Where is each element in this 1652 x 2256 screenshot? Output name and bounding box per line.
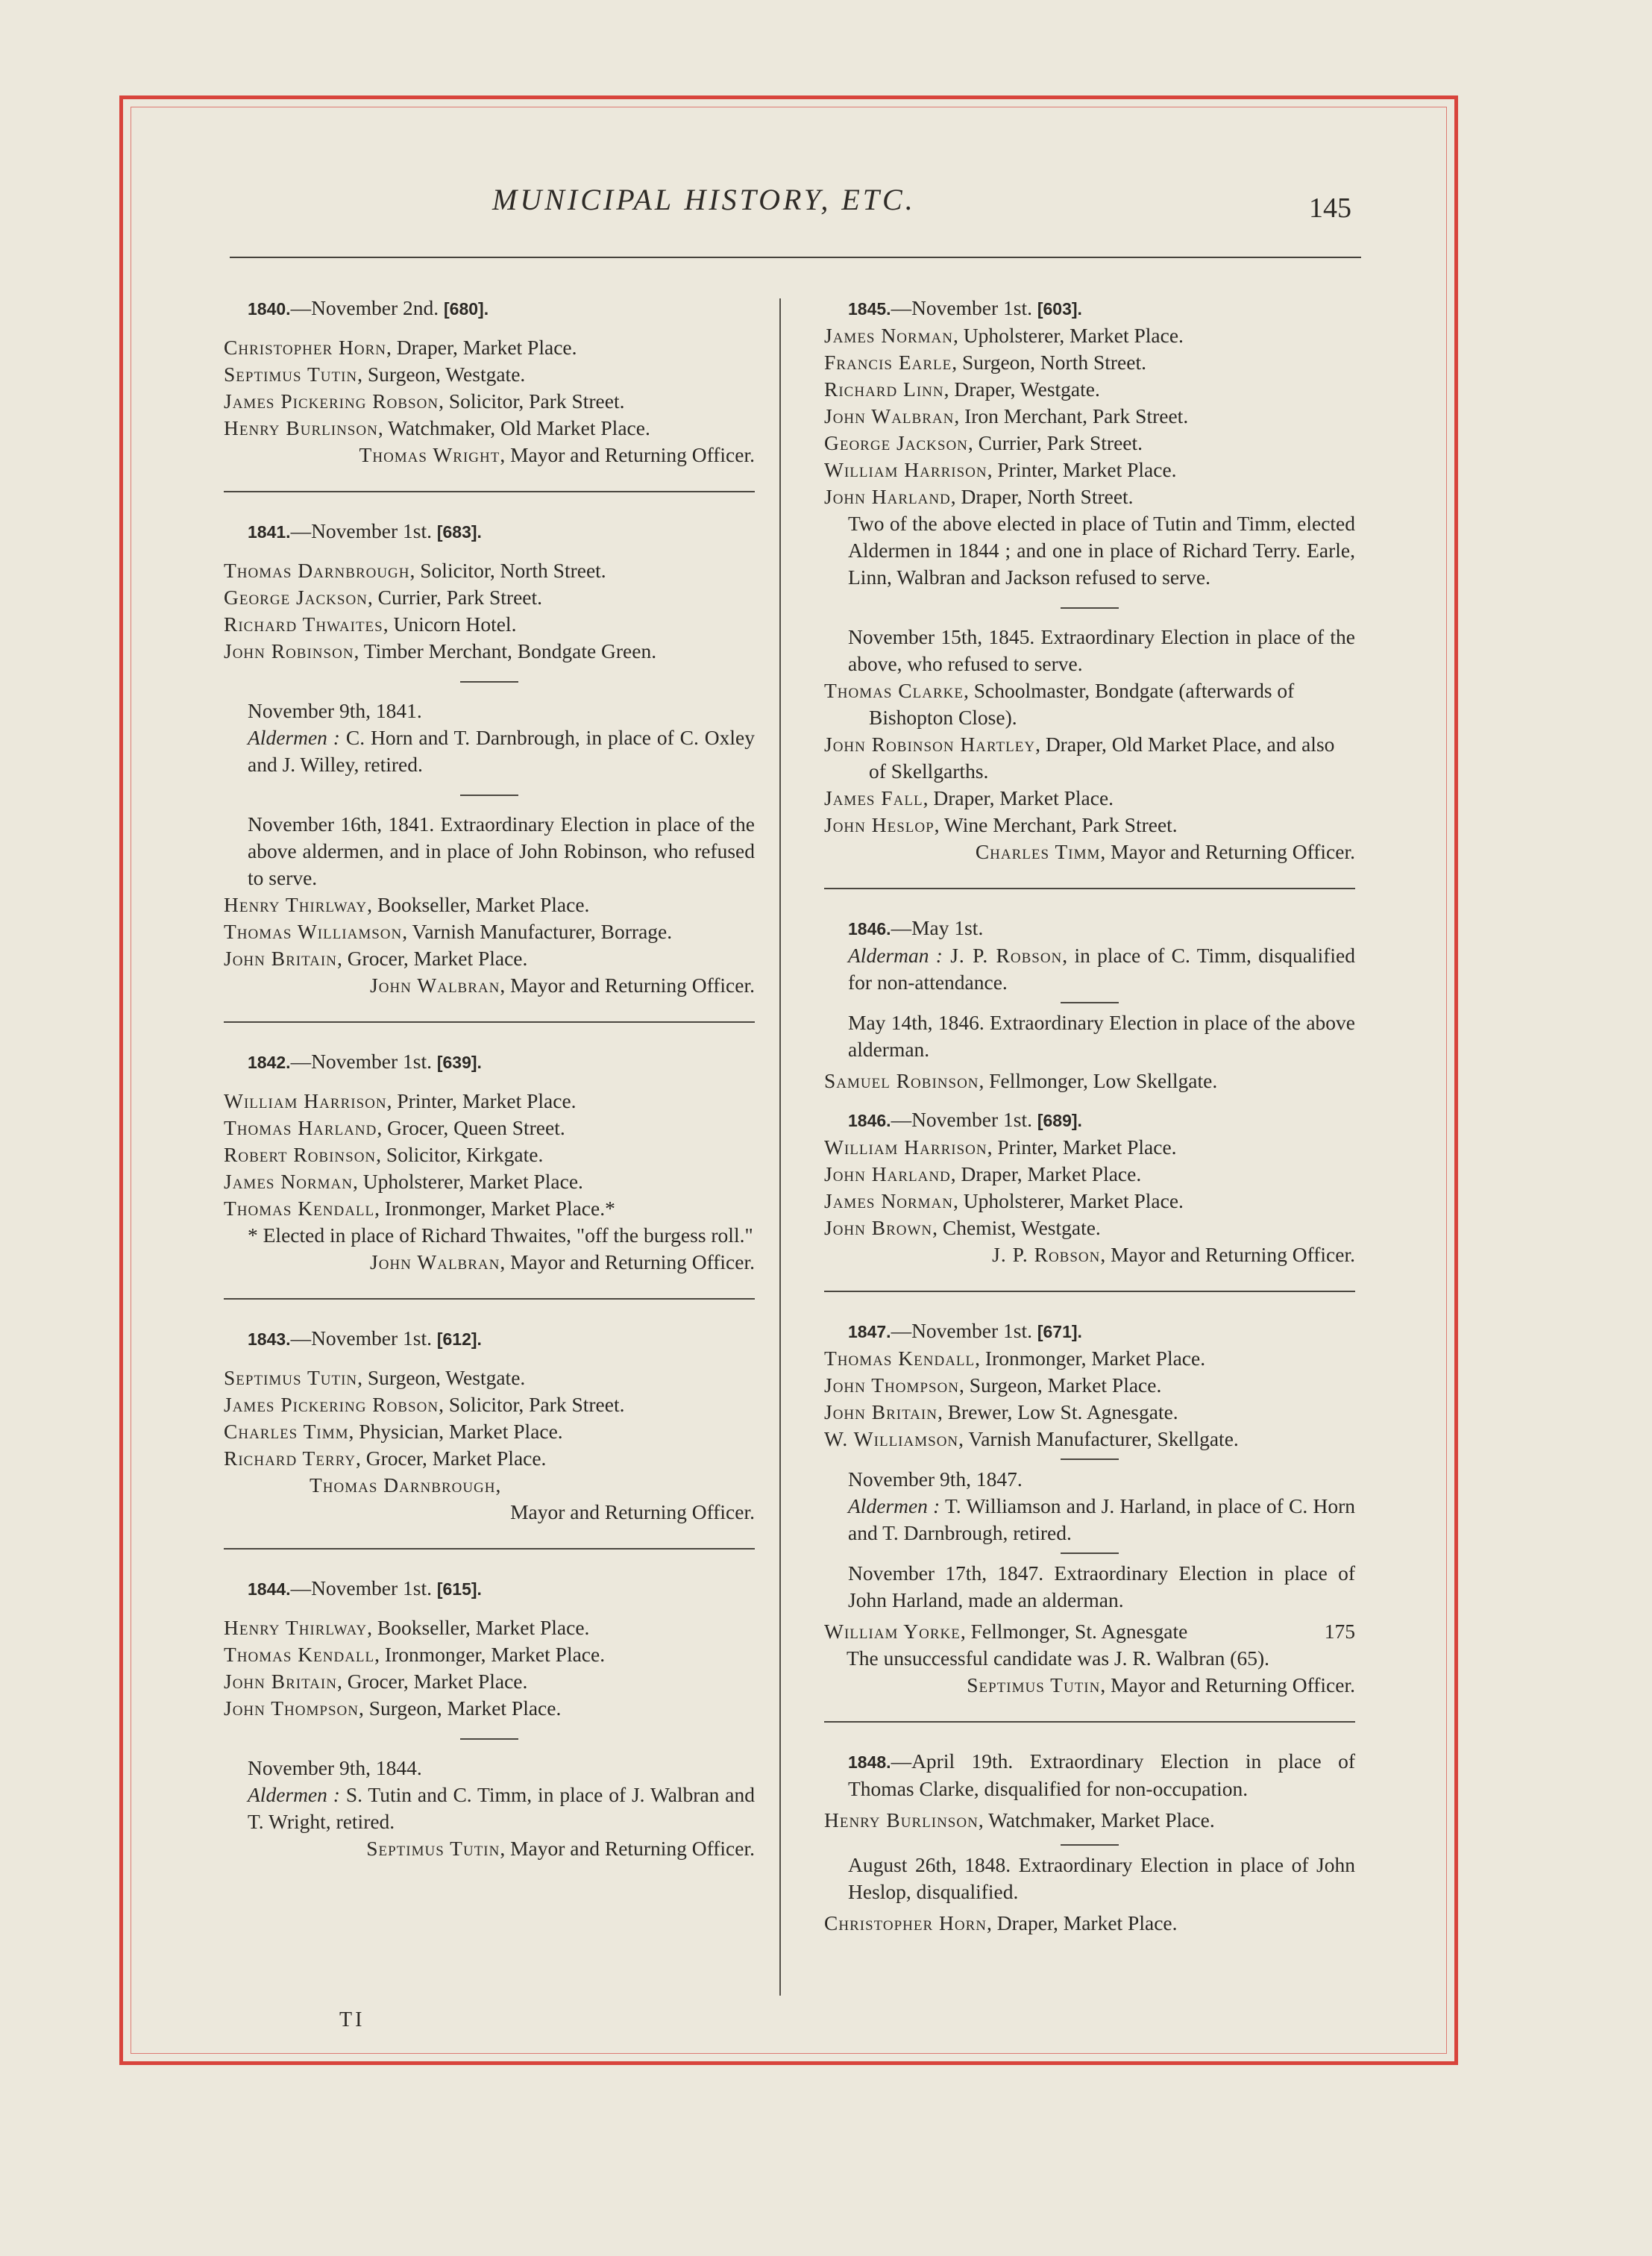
councillor-entry: Richard Terry, Grocer, Market Place. [224, 1447, 547, 1470]
aldermen-note: Aldermen : T. Williamson and J. Harland, in place of C. Horn and T. Darnbrough, retired. [848, 1494, 1355, 1544]
election-heading: 1846.—May 1st. [848, 916, 984, 939]
extraordinary-election-note: November 17th, 1847. Extraordinary Election in place of John Harland, made an alderman. [848, 1561, 1355, 1611]
councillor-entry: John Thompson, Surgeon, Market Place. [224, 1696, 562, 1720]
election-1844 [224, 1575, 755, 1862]
councillor-entry: John Walbran, Iron Merchant, Park Street. [824, 404, 1189, 427]
councillor-entry: William Harrison, Printer, Market Place. [824, 1135, 1177, 1159]
short-rule [460, 795, 518, 796]
short-rule [1061, 1552, 1119, 1554]
councillor-entry: Thomas Kendall, Ironmonger, Market Place. [224, 1643, 606, 1666]
councillor-entry: James Norman, Upholsterer, Market Place. [224, 1170, 583, 1193]
right-column [824, 295, 1355, 1937]
councillor-entry: Samuel Robinson, Fellmonger, Low Skellgate. [824, 1069, 1218, 1092]
councillor-entry: John Robinson Hartley, Draper, Old Market Place, and also of Skellgarths. [824, 733, 1335, 783]
short-rule [1061, 1002, 1119, 1003]
election-1846-november [824, 1106, 1355, 1268]
mayor-signature: Septimus Tutin, Mayor and Returning Officer. [366, 1837, 755, 1860]
aldermen-date: November 9th, 1844. [248, 1756, 422, 1779]
election-1842 [224, 1048, 755, 1276]
councillor-entry: Henry Thirlway, Bookseller, Market Place. [224, 893, 590, 916]
short-rule [1061, 1844, 1119, 1846]
mayor-signature: Septimus Tutin, Mayor and Returning Officer. [967, 1673, 1355, 1696]
councillor-entry: James Norman, Upholsterer, Market Place. [824, 324, 1184, 347]
short-rule [1061, 1458, 1119, 1460]
signature-mark: TI [339, 2008, 365, 2031]
section-rule [824, 1291, 1355, 1292]
short-rule [460, 1738, 518, 1740]
extraordinary-election-note: November 16th, 1841. Extraordinary Election in place of the above aldermen, and in place of John Robinson, who refused to serve. [248, 812, 755, 889]
election-heading: 1844.—November 1st. [615]. [248, 1576, 482, 1599]
councillor-entry: William Yorke, Fellmonger, St. Agnesgate 175 [824, 1618, 1355, 1645]
councillor-entry: James Norman, Upholsterer, Market Place. [824, 1189, 1184, 1212]
councillor-entry: Henry Thirlway, Bookseller, Market Place. [224, 1616, 590, 1639]
section-rule [224, 1298, 755, 1300]
election-1848 [824, 1748, 1355, 1937]
alderman-note: Alderman : J. P. Robson, in place of C. Timm, disqualified for non-attendance. [848, 944, 1355, 994]
councillor-entry: John Britain, Grocer, Market Place. [224, 1670, 528, 1693]
election-heading: 1845.—November 1st. [603]. [848, 296, 1082, 319]
mayor-signature: Charles Timm, Mayor and Returning Officer. [975, 840, 1355, 863]
section-rule [824, 888, 1355, 889]
extraordinary-election-note: August 26th, 1848. Extraordinary Election in place of John Heslop, disqualified. [848, 1853, 1355, 1903]
councillor-entry: James Pickering Robson, Solicitor, Park Street. [224, 1393, 625, 1416]
councillor-entry: William Harrison, Printer, Market Place. [824, 458, 1177, 481]
election-1843 [224, 1325, 755, 1526]
aldermen-note: Aldermen : S. Tutin and C. Timm, in place of J. Walbran and T. Wright, retired. [248, 1783, 755, 1833]
election-heading: 1842.—November 1st. [639]. [248, 1050, 482, 1073]
councillor-entry: John Heslop, Wine Merchant, Park Street. [824, 813, 1178, 836]
election-1841 [224, 518, 755, 999]
section-rule [824, 1721, 1355, 1723]
election-heading: 1846.—November 1st. [689]. [848, 1108, 1082, 1131]
mayor-signature-name: Thomas Darnbrough, [310, 1473, 502, 1497]
mayor-signature: John Walbran, Mayor and Returning Officer. [370, 974, 755, 997]
election-heading: 1847.—November 1st. [671]. [848, 1319, 1082, 1342]
councillor-entry: George Jackson, Currier, Park Street. [224, 586, 543, 609]
councillor-entry: Septimus Tutin, Surgeon, Westgate. [224, 1366, 526, 1389]
extraordinary-election-note: November 15th, 1845. Extraordinary Election in place of the above, who refused to serve. [848, 625, 1355, 675]
short-rule [1061, 607, 1119, 609]
councillor-entry: Charles Timm, Physician, Market Place. [224, 1420, 563, 1443]
election-heading: 1848.—April 19th. Extraordinary Election in place of Thomas Clarke, disqualified for non-occupation. [848, 1749, 1355, 1800]
election-heading: 1841.—November 1st. [683]. [248, 519, 482, 542]
unsuccessful-candidate: The unsuccessful candidate was J. R. Walbran (65). [847, 1646, 1269, 1670]
councillor-entry: Thomas Clarke, Schoolmaster, Bondgate (afterwards of Bishopton Close). [824, 679, 1295, 729]
mayor-signature-role: Mayor and Returning Officer. [510, 1500, 755, 1523]
column-divider [779, 298, 781, 1996]
councillor-entry: Thomas Darnbrough, Solicitor, North Street. [224, 559, 606, 582]
left-column [224, 295, 755, 1862]
election-heading: 1843.—November 1st. [612]. [248, 1326, 482, 1350]
councillor-entry: John Britain, Grocer, Market Place. [224, 947, 528, 970]
councillor-entry: Robert Robinson, Solicitor, Kirkgate. [224, 1143, 544, 1166]
councillor-entry: John Brown, Chemist, Westgate. [824, 1216, 1101, 1239]
councillor-entry: Thomas Williamson, Varnish Manufacturer, Borrage. [224, 920, 673, 943]
section-rule [224, 491, 755, 492]
councillor-entry: Richard Linn, Draper, Westgate. [824, 377, 1100, 401]
election-1845 [824, 295, 1355, 865]
councillor-entry: John Robinson, Timber Merchant, Bondgate Green. [224, 639, 657, 662]
councillor-entry: Henry Burlinson, Watchmaker, Old Market Place. [224, 416, 650, 439]
councillor-entry: William Harrison, Printer, Market Place. [224, 1089, 577, 1112]
councillor-entry: Richard Thwaites, Unicorn Hotel. [224, 612, 517, 636]
mayor-signature: Thomas Wright, Mayor and Returning Officer. [359, 443, 755, 466]
section-rule [224, 1021, 755, 1023]
header-rule [230, 257, 1361, 258]
councillor-entry: Thomas Kendall, Ironmonger, Market Place. [824, 1347, 1206, 1370]
page-number: 145 [1309, 192, 1351, 224]
councillor-entry: Thomas Kendall, Ironmonger, Market Place.* [224, 1197, 615, 1220]
councillor-entry: Christopher Horn, Draper, Market Place. [224, 336, 577, 359]
election-note: Two of the above elected in place of Tutin and Timm, elected Aldermen in 1844 ; and one in place of Richard Terry. Earle, Linn, Walbran and Jackson refused to serve. [848, 512, 1355, 589]
footnote: * Elected in place of Richard Thwaites, "off the burgess roll." [248, 1223, 753, 1247]
councillor-entry: John Britain, Brewer, Low St. Agnesgate. [824, 1400, 1178, 1423]
running-head: MUNICIPAL HISTORY, ETC. [492, 183, 916, 216]
councillor-entry: Francis Earle, Surgeon, North Street. [824, 351, 1146, 374]
extraordinary-election-note: May 14th, 1846. Extraordinary Election in place of the above alderman. [848, 1011, 1355, 1061]
councillor-entry: James Pickering Robson, Solicitor, Park Street. [224, 389, 625, 413]
councillor-entry: John Harland, Draper, Market Place. [824, 1162, 1142, 1185]
vote-count: 175 [1324, 1620, 1355, 1643]
councillor-entry: James Fall, Draper, Market Place. [824, 786, 1114, 809]
councillor-entry: Thomas Harland, Grocer, Queen Street. [224, 1116, 565, 1139]
councillor-entry: George Jackson, Currier, Park Street. [824, 431, 1143, 454]
councillor-entry: John Harland, Draper, North Street. [824, 485, 1134, 508]
councillor-entry: Septimus Tutin, Surgeon, Westgate. [224, 363, 526, 386]
election-1846-may [824, 915, 1355, 1094]
aldermen-date: November 9th, 1841. [248, 699, 422, 722]
councillor-entry: W. Williamson, Varnish Manufacturer, Skellgate. [824, 1427, 1239, 1450]
election-heading: 1840.—November 2nd. [680]. [248, 296, 489, 319]
section-rule [224, 1548, 755, 1550]
councillor-entry: John Thompson, Surgeon, Market Place. [824, 1373, 1162, 1397]
mayor-signature: J. P. Robson, Mayor and Returning Officer. [992, 1243, 1355, 1266]
councillor-entry: Christopher Horn, Draper, Market Place. [824, 1911, 1178, 1934]
aldermen-note: Aldermen : C. Horn and T. Darnbrough, in place of C. Oxley and J. Willey, retired. [248, 726, 755, 776]
councillor-entry: Henry Burlinson, Watchmaker, Market Place. [824, 1808, 1215, 1832]
election-1847 [824, 1317, 1355, 1699]
aldermen-date: November 9th, 1847. [848, 1467, 1023, 1491]
election-1840 [224, 295, 755, 469]
short-rule [460, 681, 518, 683]
mayor-signature: John Walbran, Mayor and Returning Officer. [370, 1250, 755, 1273]
